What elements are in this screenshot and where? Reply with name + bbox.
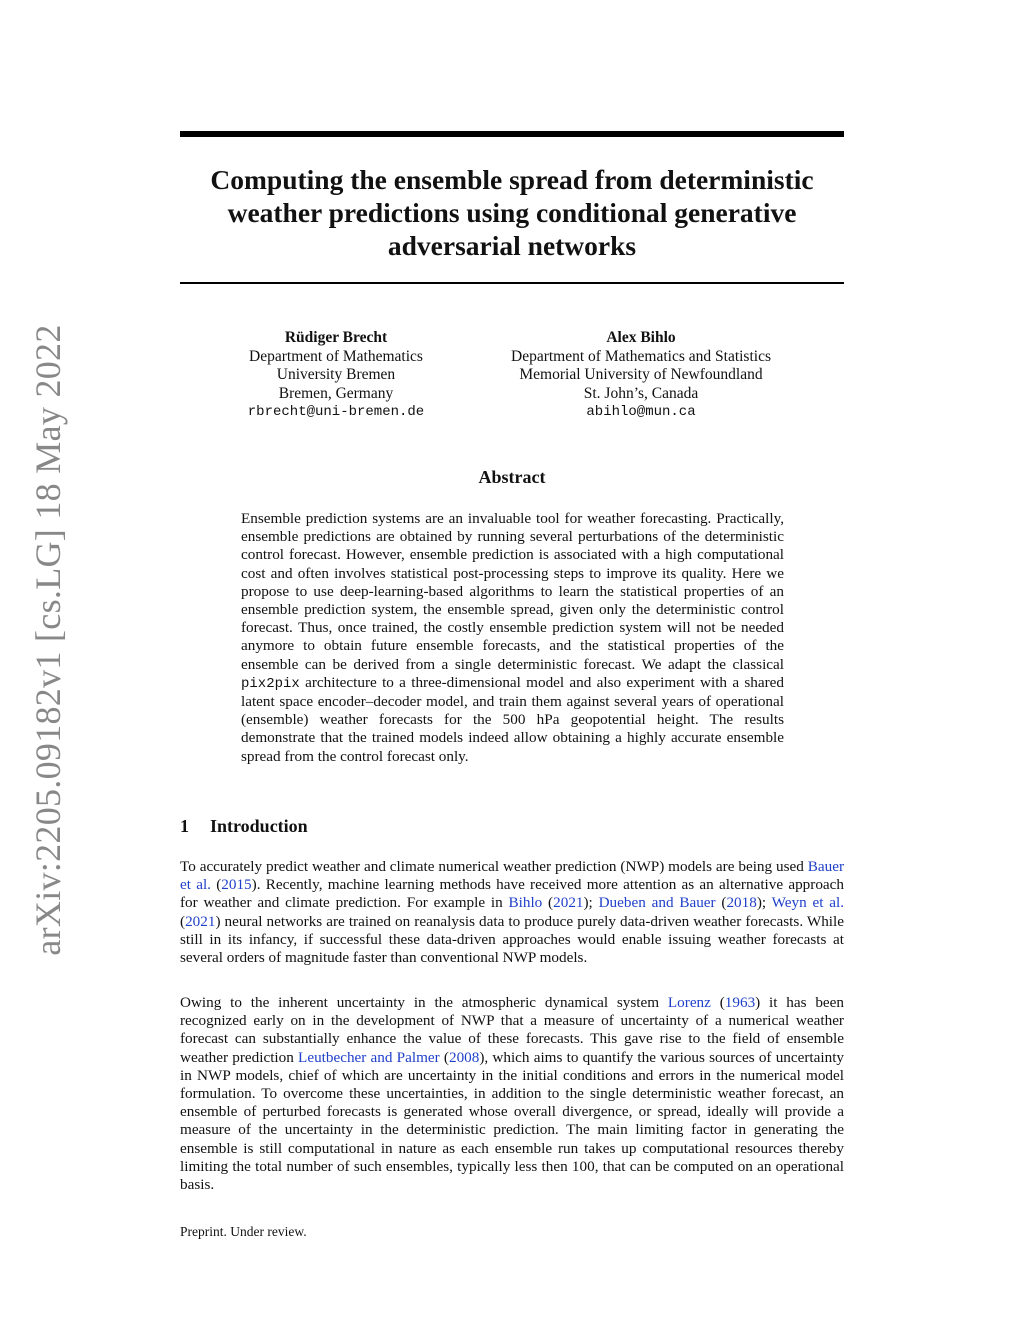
text-run: ( <box>542 894 554 912</box>
citation-year-link[interactable]: 2021 <box>553 894 584 912</box>
citation-year-link[interactable]: 2015 <box>221 876 252 894</box>
citation-year-link[interactable]: 2008 <box>448 1048 480 1066</box>
author-block-2 <box>492 329 790 422</box>
text-run: ( <box>180 912 186 930</box>
intro-paragraph-2 <box>180 994 844 1194</box>
abstract-heading: Abstract <box>478 467 546 487</box>
text-run: ) neural networks are trained on reanalysis data to produce purely data-driven weather forecasts. While still in its infancy, if successful these data-driven approaches would enable issuing weather forecasts at several orders of magnitude faster than conventional NWP models. <box>180 912 844 967</box>
citation-link[interactable]: Bihlo <box>508 894 543 912</box>
author-block-1 <box>232 329 440 422</box>
author-location: Bremen, Germany <box>278 384 394 402</box>
title-bottom-rule <box>180 282 844 284</box>
section-number: 1 <box>180 816 189 836</box>
text-run: ) it has been recognized early on in the development of NWP that a measure of uncertainty of a numerical weather forecast can substantially enhance the value of these forecasts. This gave rise to the field of ensemble weather prediction <box>180 994 844 1066</box>
text-run: To accurately predict weather and climate numerical weather prediction (NWP) models are being used <box>180 858 808 875</box>
preprint-footer: Preprint. Under review. <box>180 1224 307 1239</box>
text-run: ( <box>210 876 222 894</box>
intro-paragraph-1 <box>180 858 844 967</box>
author-institution: Memorial University of Newfoundland <box>519 366 763 383</box>
section-heading-introduction <box>180 816 308 837</box>
abstract-text-part: Ensemble prediction systems are an invaluable tool for weather forecasting. Practically, ensemble predictions are obtained by running several perturbations of the deterministic control forecast. However, ensemble prediction is associated with a high computational cost and often involves statistical post-processing steps to improve its quality. Here we propose to use deep-learning-based algorithms to learn the statistical properties of an ensemble prediction system, the ensemble spread, given only the deterministic control forecast. Thus, once trained, the costly ensemble prediction system will not be needed anymore to obtain future ensemble forecasts, and the statistical properties of the ensemble can be derived from a single deterministic forecast. We adapt the classical <box>241 510 784 673</box>
text-run: ( <box>715 894 727 912</box>
abstract-text <box>241 510 784 766</box>
text-run: ); <box>756 894 772 912</box>
abstract-text-part: architecture to a three-dimensional model and also experiment with a shared latent space encoder–decoder model, and train them against several years of operational (ensemble) weather forecasts for the 500 hPa geopotential height. The results demonstrate that the trained models indeed allow obtaining a highly accurate ensemble spread from the control forecast only. <box>241 673 784 765</box>
author-name: Alex Bihlo <box>606 329 676 346</box>
text-run: Owing to the inherent uncertainty in the atmospheric dynamical system <box>180 994 668 1011</box>
citation-year-link[interactable]: 1963 <box>724 994 756 1011</box>
author-institution: University Bremen <box>276 366 396 383</box>
arxiv-identifier: arXiv:2205.09182v1 [cs.LG] 18 May 2022 <box>28 324 68 956</box>
paper-title: Computing the ensemble spread from deterministic weather predictions using conditional generative adversarial networks <box>210 164 814 261</box>
citation-year-link[interactable]: 2018 <box>726 894 757 912</box>
author-email: abihlo@mun.ca <box>586 404 696 420</box>
citation-link[interactable]: Weyn et al. <box>771 894 844 912</box>
code-term: pix2pix <box>241 675 300 692</box>
author-location: St. John’s, Canada <box>583 384 699 402</box>
author-department: Department of Mathematics <box>249 347 423 365</box>
citation-link[interactable]: Dueben and Bauer <box>598 894 716 912</box>
text-run: ). Recently, machine learning methods have received more attention as an alternative approach for weather and climate prediction. For example in <box>180 876 844 912</box>
citation-link[interactable]: Bauer et al. <box>180 858 844 894</box>
text-run: ), which aims to quantify the various sources of uncertainty in NWP models, chief of which are uncertainty in the initial conditions and errors in the numerical model formulation. To overcome these uncertainties, in addition to the single deterministic weather forecast, an ensemble of perturbed forecasts is generated whose overall divergence, or spread, ideally will provide a measure of the uncertainty in the deterministic prediction. The main limiting factor in generating the ensemble is still computational in nature as each ensemble run takes up computational resources thereby limiting the total number of such ensembles, typically less then 100, that can be computed on an operational basis. <box>180 1048 845 1194</box>
author-email: rbrecht@uni-bremen.de <box>247 404 425 420</box>
citation-year-link[interactable]: 2021 <box>185 912 216 930</box>
author-name: Rüdiger Brecht <box>284 329 388 346</box>
section-title: Introduction <box>210 816 308 836</box>
author-department: Department of Mathematics and Statistics <box>511 347 771 365</box>
citation-link[interactable]: Lorenz <box>667 994 711 1011</box>
citation-link[interactable]: Leutbecher and Palmer <box>298 1048 440 1066</box>
text-run: ); <box>583 894 599 912</box>
text-run: ( <box>710 994 725 1011</box>
text-run: ( <box>439 1048 449 1066</box>
title-top-rule <box>180 131 844 137</box>
